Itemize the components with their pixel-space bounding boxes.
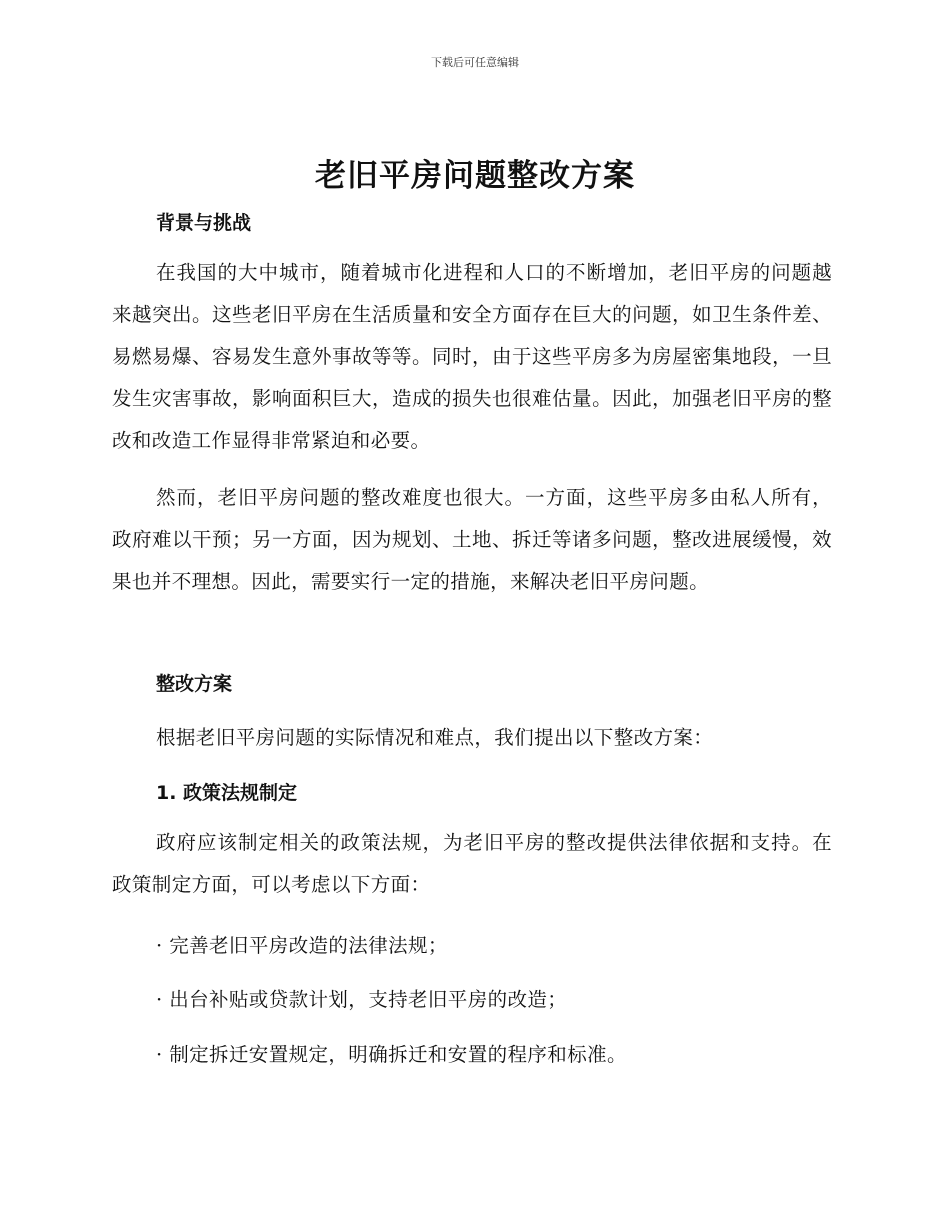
section-heading-plan: 整改方案 <box>156 673 233 695</box>
paragraph-background-2: 然而，老旧平房问题的整改难度也很大。一方面，这些平房多由私人所有，政府难以干预；另一方面，因为规划、土地、拆迁等诸多问题，整改进展缓慢，效果也并不理想。因此，需要实行一定的措施，来解决老旧平房问题。 <box>112 486 832 593</box>
page-header-note: 下载后可任意编辑 <box>431 56 519 69</box>
section-heading-background: 背景与挑战 <box>156 212 252 234</box>
paragraph-policy: 政府应该制定相关的政策法规，为老旧平房的整改提供法律依据和支持。在政策制定方面，可以考虑以下方面： <box>112 831 832 896</box>
bullet-item: · 制定拆迁安置规定，明确拆迁和安置的程序和标准。 <box>156 1043 627 1066</box>
subsection-heading-policy: 1. 政策法规制定 <box>156 782 298 804</box>
bullet-item: · 完善老旧平房改造的法律法规； <box>156 934 448 957</box>
paragraph-background-1: 在我国的大中城市，随着城市化进程和人口的不断增加，老旧平房的问题越来越突出。这些老旧平房在生活质量和安全方面存在巨大的问题，如卫生条件差、易燃易爆、容易发生意外事故等等。同时，由于这些平房多为房屋密集地段，一旦发生灾害事故，影响面积巨大，造成的损失也很难估量。因此，加强老旧平房的整改和改造工作显得非常紧迫和必要。 <box>112 261 832 452</box>
paragraph-plan-intro: 根据老旧平房问题的实际情况和难点，我们提出以下整改方案： <box>156 726 714 749</box>
document-title: 老旧平房问题整改方案 <box>315 158 635 194</box>
bullet-item: · 出台补贴或贷款计划，支持老旧平房的改造； <box>156 988 568 1011</box>
